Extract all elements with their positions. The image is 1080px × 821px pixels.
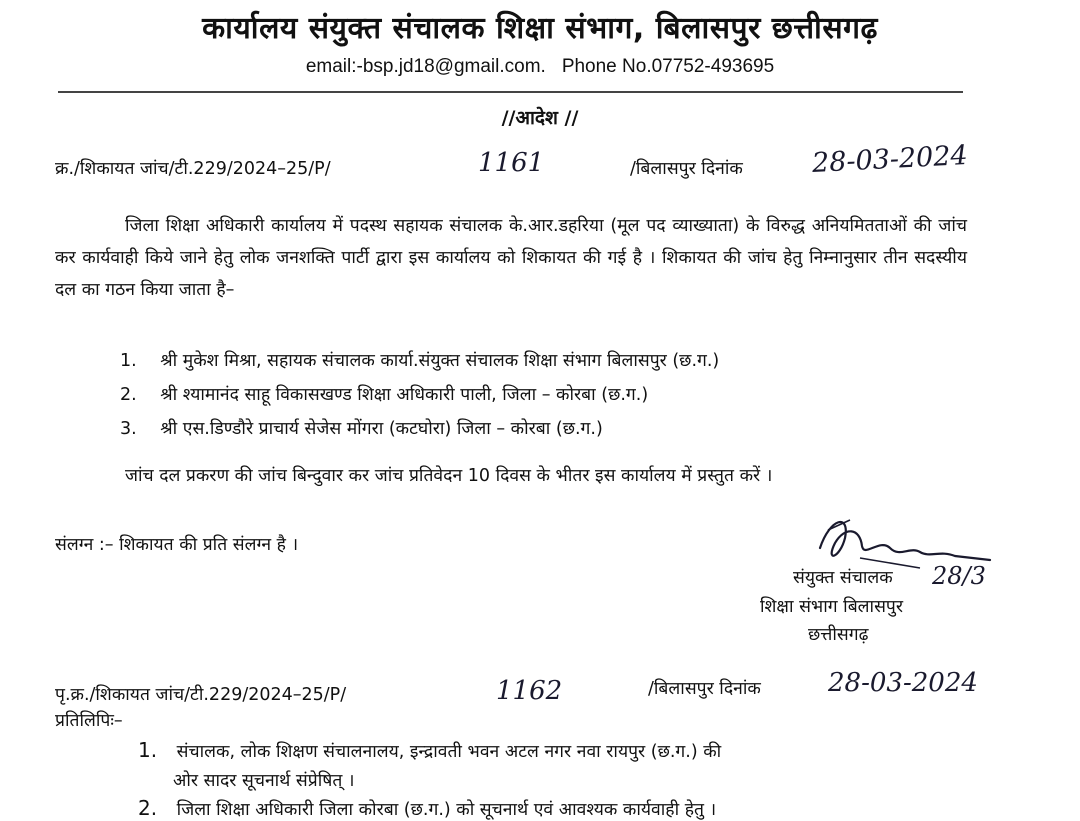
committee-member [120,382,648,406]
place-date-label: /बिलासपुर दिनांक [630,159,743,179]
enclosure-note: संलग्न :– शिकायत की प्रति संलग्न है । [55,535,299,555]
list-number: 2. [138,796,158,820]
email-address: email:-bsp.jd18@gmail.com. [305,56,546,77]
signature-handwritten-date: 28/3 [932,562,986,590]
list-number: 2. [120,385,137,405]
signatory-office: शिक्षा संभाग बिलासपुर [760,597,904,617]
member-text: श्री मुकेश मिश्रा, सहायक संचालक कार्या.संयुक्त संचालक शिक्षा संभाग बिलासपुर (छ.ग.) [160,351,720,371]
list-number: 1. [120,351,137,371]
copy-item [138,738,721,763]
copy-text: जिला शिक्षा अधिकारी जिला कोरबा (छ.ग.) को सूचनार्थ एवं आवश्यक कार्यवाही हेतु । [176,800,717,820]
copy-text: संचालक, लोक शिक्षण संचालनालय, इन्द्रावती भवन अटल नगर नवा रायपुर (छ.ग.) की [176,742,722,762]
endorsement-number: पृ.क्र./शिकायत जांच/टी.229/2024–25/P/ [55,685,347,705]
complaint-paragraph: जिला शिक्षा अधिकारी कार्यालय में पदस्थ सहायक संचालक के.आर.डहरिया (मूल पद व्याख्याता) के विरुद्ध अनियमितताओं की जांच कर कार्यवाही किये जाने हेतु लोक जनशक्ति पार्टी द्वारा इस कार्यालय को शिकायत की गई है । शिकायत की जांच हेतु निम्नानुसार तीन सदस्यीय दल का गठन किया जाता है– [55,216,967,300]
endorsement-place-date-label: /बिलासपुर दिनांक [648,679,761,699]
contact-line [0,56,1080,78]
member-text: श्री श्यामानंद साहू विकासखण्ड शिक्षा अधिकारी पाली, जिला – कोरबा (छ.ग.) [160,385,649,405]
copy-label: प्रतिलिपिः– [55,711,123,731]
member-text: श्री एस.डिण्डौरे प्राचार्य सेजेस मोंगरा (कटघोरा) जिला – कोरबा (छ.ग.) [160,419,603,439]
copy-text-continued: ओर सादर सूचनार्थ संप्रेषित् । [173,771,355,791]
signatory-state: छत्तीसगढ़ [808,625,869,645]
committee-member [120,348,719,372]
endorsement-handwritten-date: 28-03-2024 [828,668,978,698]
office-title: कार्यालय संयुक्त संचालक शिक्षा संभाग, बिलासपुर छत्तीसगढ़ [202,11,878,46]
reference-number: क्र./शिकायत जांच/टी.229/2024–25/P/ [55,159,331,179]
committee-member [120,416,603,440]
handwritten-date: 28-03-2024 [811,139,969,180]
copy-item [138,796,716,821]
signatory-designation: संयुक्त संचालक [793,568,893,588]
instruction-paragraph: जांच दल प्रकरण की जांच बिन्दुवार कर जांच प्रतिवेदन 10 दिवस के भीतर इस कार्यालय में प्रस्तुत करें । [125,466,773,486]
header-divider [58,91,963,93]
phone-number: Phone No.07752-493695 [561,56,775,77]
handwritten-reference-number: 1161 [478,148,545,178]
list-number: 3. [120,419,137,439]
handwritten-endorsement-number: 1162 [496,676,563,706]
list-number: 1. [138,738,158,762]
order-heading: //आदेश // [501,107,579,129]
